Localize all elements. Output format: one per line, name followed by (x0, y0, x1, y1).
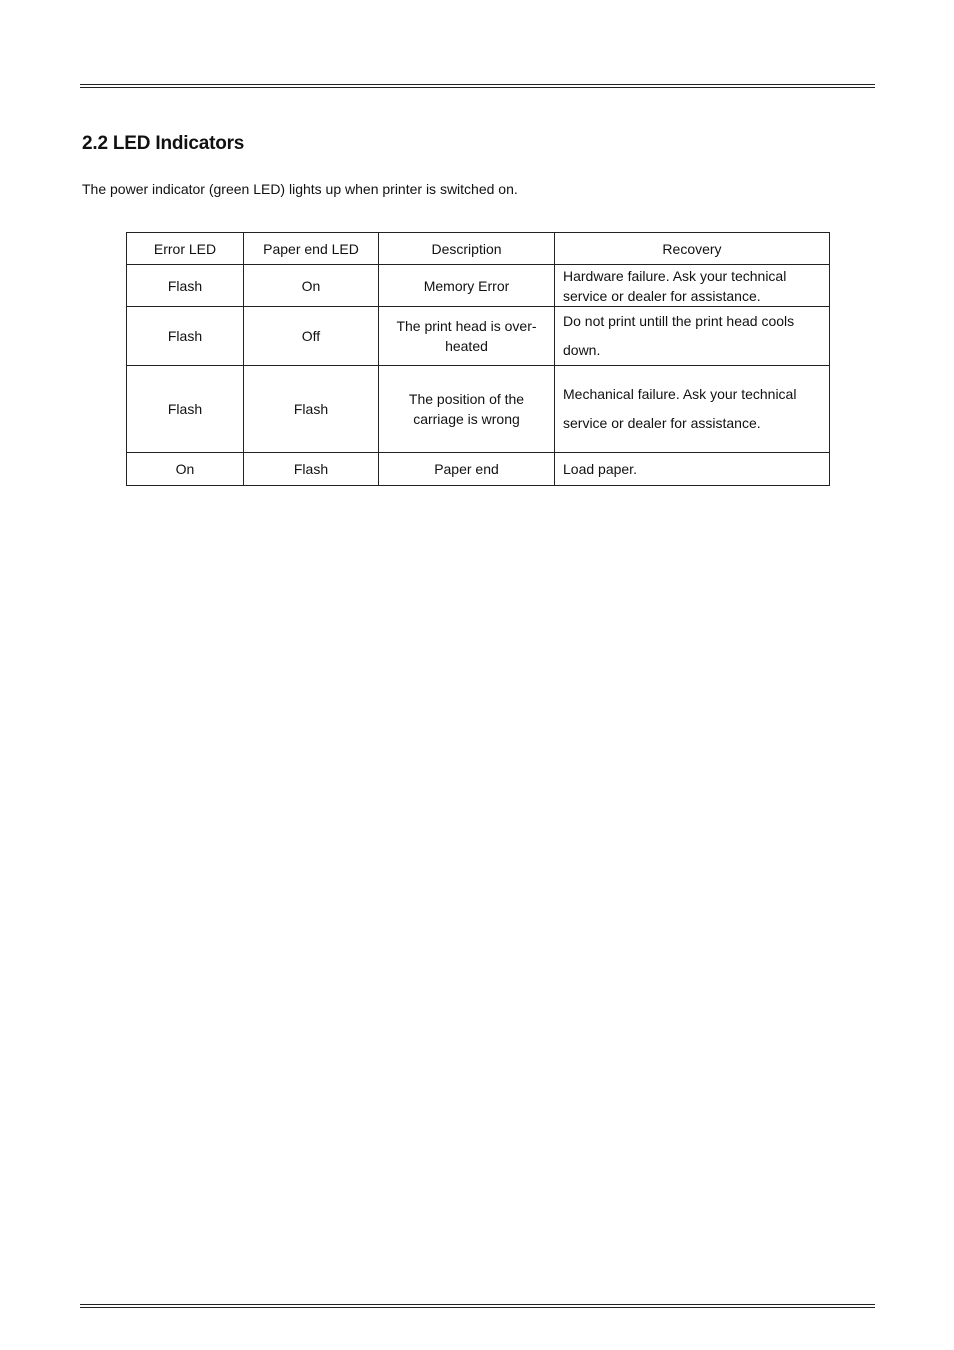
table-row (127, 453, 830, 486)
cell-paper-end-led: Off (244, 307, 379, 366)
header-description: Description (379, 233, 555, 265)
section-heading: 2.2 LED Indicators (82, 133, 245, 154)
cell-error-led: Flash (127, 366, 244, 453)
cell-error-led: Flash (127, 307, 244, 366)
header-error-led: Error LED (127, 233, 244, 265)
cell-recovery: Mechanical failure. Ask your technical service or dealer for assistance. (555, 366, 830, 453)
header-recovery: Recovery (555, 233, 830, 265)
footer-rule (80, 1304, 875, 1308)
cell-description: Paper end (379, 453, 555, 486)
cell-error-led: On (127, 453, 244, 486)
header-paper-end-led: Paper end LED (244, 233, 379, 265)
intro-paragraph: The power indicator (green LED) lights up when printer is switched on. (82, 181, 518, 197)
cell-paper-end-led: Flash (244, 366, 379, 453)
cell-recovery: Hardware failure. Ask your technical service or dealer for assistance. (555, 265, 830, 307)
table-row (127, 366, 830, 453)
cell-description: Memory Error (379, 265, 555, 307)
cell-recovery: Do not print untill the print head cools down. (555, 307, 830, 366)
cell-error-led: Flash (127, 265, 244, 307)
cell-recovery: Load paper. (555, 453, 830, 486)
table-header-row (127, 233, 830, 265)
cell-paper-end-led: On (244, 265, 379, 307)
led-indicator-table (126, 232, 830, 486)
cell-paper-end-led: Flash (244, 453, 379, 486)
cell-description: The print head is over-heated (379, 307, 555, 366)
table-row (127, 307, 830, 366)
header-rule (80, 84, 875, 88)
table-row (127, 265, 830, 307)
cell-description: The position of the carriage is wrong (379, 366, 555, 453)
